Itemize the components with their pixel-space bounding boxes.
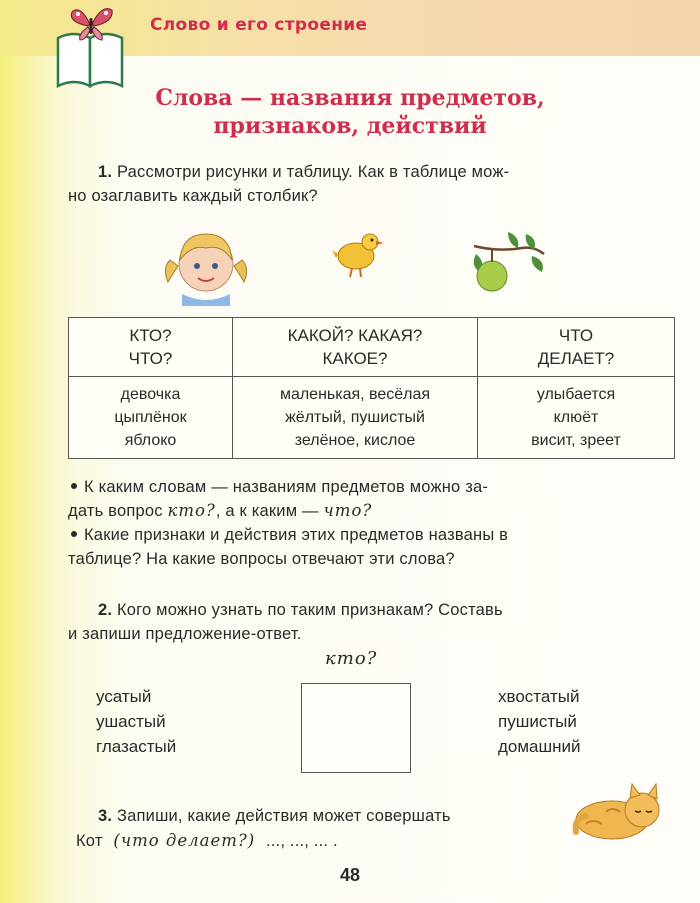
exercise1-text1: Рассмотри рисунки и таблицу. Как в таблице мож-	[116, 163, 510, 181]
bullet-icon	[71, 483, 77, 489]
list-item: усатый	[96, 687, 152, 706]
list-item: пушистый	[498, 712, 577, 731]
question2-line1: Какие признаки и действия этих предметов названы в	[68, 523, 508, 547]
bullet-icon	[71, 531, 77, 537]
exercise2-question: кто?	[325, 648, 378, 669]
apple-branch-illustration	[468, 226, 548, 298]
table-cell: маленькая, весёлая жёлтый, пушистый зелёное, кислое	[233, 377, 478, 459]
exercise2-number: 2.	[98, 601, 113, 619]
question-chto: что?	[323, 501, 373, 520]
list-item: домашний	[498, 737, 581, 756]
exercise1-line2: но озаглавить каждый столбик?	[68, 187, 318, 205]
exercise3-question: (что делает?)	[113, 831, 256, 850]
exercise3-line2: Кот (что делает?) ..., ..., ... .	[76, 831, 338, 850]
list-item: хвостатый	[498, 687, 580, 706]
question1-line2: дать вопрос кто?, а к каким — что?	[68, 501, 373, 520]
lesson-title-line1: Слова — названия предметов,	[155, 85, 545, 111]
exercise3-line1: 3. Запиши, какие действия может совершать	[98, 807, 451, 825]
table-header-cell: КТО? ЧТО?	[69, 318, 233, 377]
lesson-title-line2: признаков, действий	[213, 113, 487, 139]
words-table	[68, 317, 675, 459]
list-item: глазастый	[96, 737, 177, 756]
lesson-title	[0, 84, 700, 140]
cat-illustration	[572, 778, 668, 842]
table-header-row	[69, 318, 675, 377]
answer-dots: ..., ..., ... .	[265, 832, 338, 850]
right-word-list	[498, 684, 581, 759]
table-cell: девочка цыплёнок яблоко	[69, 377, 233, 459]
girl-illustration	[160, 222, 252, 306]
table-row	[69, 377, 675, 459]
page-number: 48	[339, 865, 361, 885]
answer-box[interactable]	[301, 683, 411, 773]
question1-line1: К каким словам — названиям предметов можно за-	[68, 475, 488, 499]
exercise1-number: 1.	[98, 163, 113, 181]
table-header-cell: ЧТО ДЕЛАЕТ?	[478, 318, 675, 377]
question2-line2: таблице? На какие вопросы отвечают эти слова?	[68, 550, 455, 568]
list-item: ушастый	[96, 712, 166, 731]
table-header-cell: КАКОЙ? КАКАЯ? КАКОЕ?	[233, 318, 478, 377]
exercise2-line1: 2. Кого можно узнать по таким признакам? Составь	[98, 601, 503, 619]
table-cell: улыбается клюёт висит, зреет	[478, 377, 675, 459]
question-kto: кто?	[167, 501, 216, 520]
exercise1-line1	[98, 160, 509, 184]
chick-illustration	[330, 228, 386, 278]
exercise3-number: 3.	[98, 807, 113, 825]
section-title: Слово и его строение	[150, 15, 368, 35]
open-book-icon	[52, 0, 130, 92]
exercise2-line2: и запиши предложение-ответ.	[68, 625, 302, 643]
left-word-list	[96, 684, 176, 759]
